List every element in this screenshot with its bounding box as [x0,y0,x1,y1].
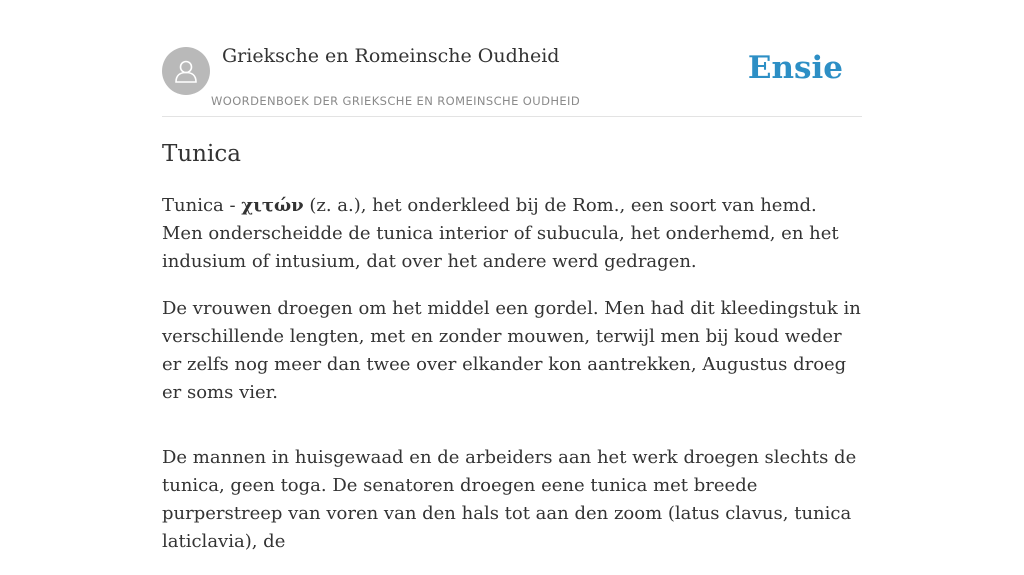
paragraph-3: De mannen in huisgewaad en de arbeiders aan het werk droegen slechts de tunica, geen toga. De senatoren droegen eene tunica met breede purperstreep van voren van den hals tot aan den zoom (latus clavus, tunica laticlavia), de [162,447,857,552]
site-title[interactable]: Grieksche en Romeinsche Oudheid [222,45,560,67]
article [162,138,862,575]
user-icon [171,56,201,86]
paragraph-1 [162,192,862,276]
paragraph-1-text: (z. a.), het onderkleed bij de Rom., een soort van hemd. Men onderscheidde de tunica interior of subucula, het onderhemd, en het indusium of intusium, dat over het andere werd gedragen. [162,195,839,272]
avatar[interactable] [162,47,210,95]
site-header [162,0,862,117]
paragraph-2: De vrouwen droegen om het middel een gordel. Men had dit kleedingstuk in verschillende lengten, met en zonder mouwen, terwijl men bij koud weder er zelfs nog meer dan twee over elkander kon aantrekken, Augustus droeg er soms vier. [162,298,861,403]
page-title: Tunica [162,141,241,167]
greek-term: χιτών [241,195,304,216]
site-subtitle: WOORDENBOEK DER GRIEKSCHE EN ROMEINSCHE OUDHEID [211,94,581,108]
entry-term: Tunica - [162,195,242,216]
brand-logo[interactable]: Ensie [747,50,843,86]
